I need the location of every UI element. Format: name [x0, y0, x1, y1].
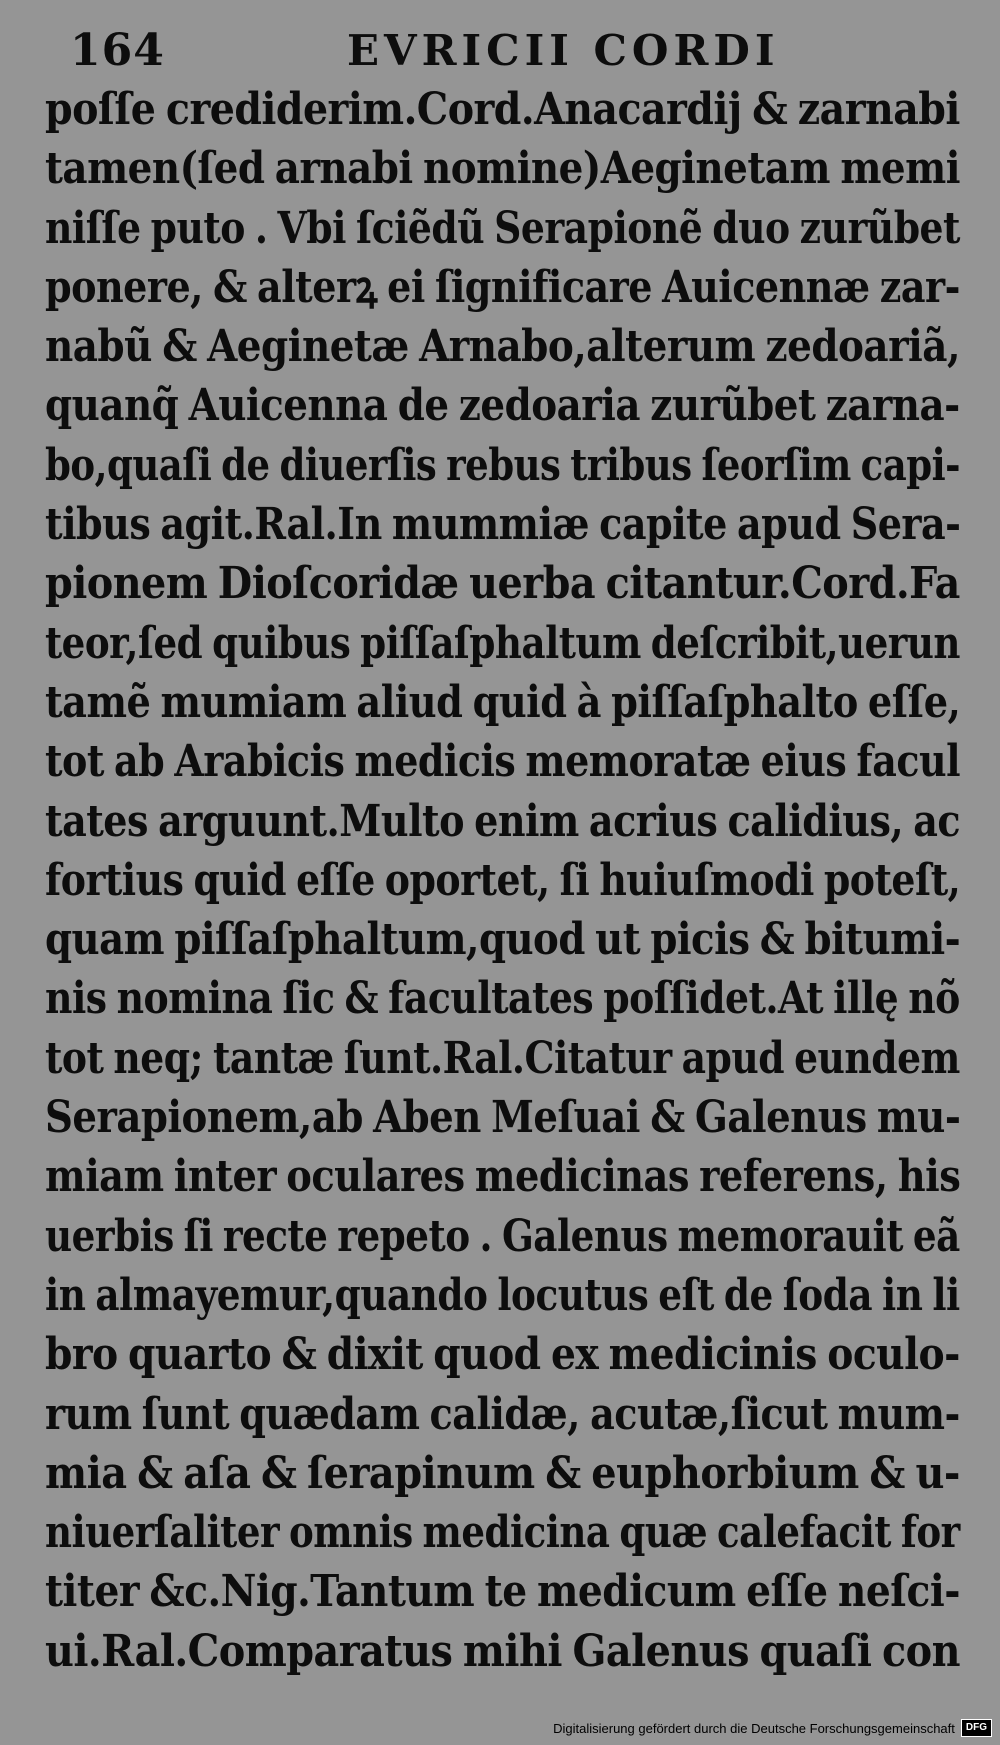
digitization-credit: Digitalisierung gefördert durch die Deutsche Forschungsgemeinschaft [553, 1720, 955, 1736]
text-line: nis nomina ſic & facultates poſſidet.At illę nõ [45, 973, 960, 1025]
page-number: 164 [70, 25, 165, 76]
text-line: quanq̃ Auicenna de zedoaria zurũbet zarna- [45, 380, 960, 432]
text-line: poſſe crediderim.Cord.Anacardij & zarnabi [45, 84, 960, 135]
dfg-logo: DFG [961, 1719, 992, 1737]
text-line: ui.Ral.Comparatus mihi Galenus quaſi con [45, 1625, 961, 1677]
text-line: niuerſaliter omnis medicina quæ calefacit for [45, 1507, 960, 1559]
text-line: niſſe puto . Vbi ſciẽdũ Serapionẽ duo zurũbet [45, 202, 960, 254]
text-line: mia & aſa & ſerapinum & euphorbium & u- [45, 1447, 960, 1499]
text-line: tot ab Arabicis medicis memoratæ eius facul [45, 736, 961, 788]
page-header [42, 22, 962, 80]
text-line: tot neq; tantæ ſunt.Ral.Citatur apud eundem [45, 1032, 960, 1084]
text-line: fortius quid eſſe oportet, ſi huiuſmodi poteſt, [45, 854, 961, 906]
text-line: uerbis ſi recte repeto . Galenus memorauit eã [45, 1210, 960, 1262]
text-line: quam piſſaſphaltum,quod ut picis & bitumi- [45, 914, 961, 966]
text-line: bo,quaſi de diuerſis rebus tribus ſeorſim capi- [45, 439, 961, 491]
running-head: EVRICII CORDI [347, 26, 780, 75]
text-line: in almayemur,quando locutus eſt de ſoda in li [45, 1269, 960, 1321]
text-line: tamen(ſed arnabi nomine)Aeginetam memi [45, 143, 960, 195]
text-line: bro quarto & dixit quod ex medicinis oculo- [45, 1329, 960, 1381]
text-line: titer &c.Nig.Tantum te medicum eſſe neſci- [45, 1566, 960, 1618]
body-text [45, 80, 965, 1681]
text-line: nabũ & Aeginetæ Arnabo,alterum zedoariã, [45, 321, 960, 373]
text-line: Serapionem,ab Aben Meſuai & Galenus mu- [45, 1092, 961, 1144]
text-line: teor,ſed quibus piſſaſphaltum deſcribit,uerun [45, 617, 960, 669]
text-line: tamẽ mumiam aliud quid à piſſaſphalto eſſe, [45, 676, 961, 728]
text-line: tates arguunt.Multo enim acrius calidius, ac [45, 795, 961, 847]
text-line: pionem Dioſcoridæ uerba citantur.Cord.Fa [45, 558, 960, 610]
text-line: ponere, & alterꝝ ei ſignificare Auicennæ zar- [45, 261, 960, 313]
text-line: tibus agit.Ral.In mummiæ capite apud Sera- [45, 499, 961, 551]
text-line: miam inter oculares medicinas referens, his [45, 1151, 961, 1203]
footer [553, 1717, 992, 1739]
text-line: rum ſunt quædam calidæ, acutæ,ſicut mum- [45, 1388, 960, 1440]
